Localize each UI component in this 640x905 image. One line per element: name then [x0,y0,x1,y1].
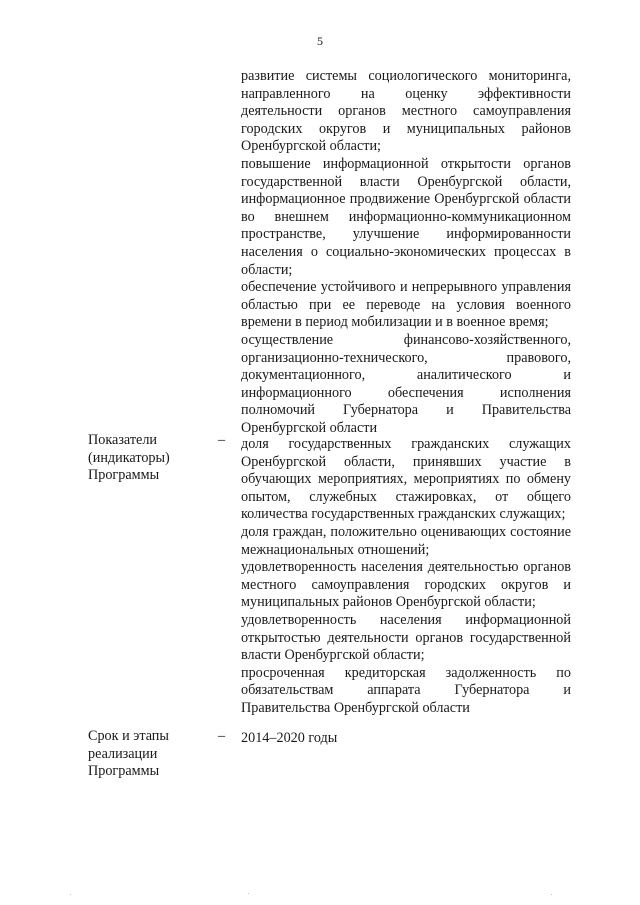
task-item: развитие системы социологического мониторинга, направленного на оценку эффективности деятельности органов местного самоуправления городских округов и муниципальных районов Оренбургской области; [241,68,571,155]
task-item: осуществление финансово-хозяйственного, организационно-технического, правового, документационного, аналитического и информационного обеспечения исполнения полномочий Губернатора и Правительства Оренбургской области [241,331,571,436]
indicators-label: Показатели (индикаторы) Программы [88,432,170,484]
timeline-label: Срок и этапы реализации Программы [88,728,169,780]
indicator-item: удовлетворенность населения деятельностью органов местного самоуправления городских округов и муниципальных районов Оренбургской области; [241,559,571,611]
scan-artifact [551,894,552,895]
indicator-item: просроченная кредиторская задолженность по обязательствам аппарата Губернатора и Правительства Оренбургской области [241,664,571,716]
page-number: 5 [317,34,323,48]
scan-artifact [70,894,71,895]
timeline-value: 2014–2020 годы [241,730,338,746]
indicator-item: доля государственных гражданских служащих Оренбургской области, принявших участие в обучающих мероприятиях, мероприятиях по обмену опытом, служебных стажировках, от общего количества государственных гражданских служащих; [241,436,571,523]
scan-artifact [248,893,249,894]
timeline-dash: – [218,728,226,744]
task-item: повышение информационной открытости органов государственной власти Оренбургской области, информационное продвижение Оренбургской области во внешнем информационно-коммуникационном пространстве, улучшение информированности населения о социально-экономических процессах в области; [241,155,571,278]
tasks-block [241,68,571,437]
indicators-block [241,436,571,718]
indicator-item: удовлетворенность населения информационной открытостью деятельности органов государственной власти Оренбургской области; [241,611,571,664]
indicator-item: доля граждан, положительно оценивающих состояние межнациональных отношений; [241,523,571,558]
indicators-dash: – [218,432,226,448]
task-item: обеспечение устойчивого и непрерывного управления областью при ее переводе на условия военного времени в период мобилизации и в военное время; [241,279,571,331]
